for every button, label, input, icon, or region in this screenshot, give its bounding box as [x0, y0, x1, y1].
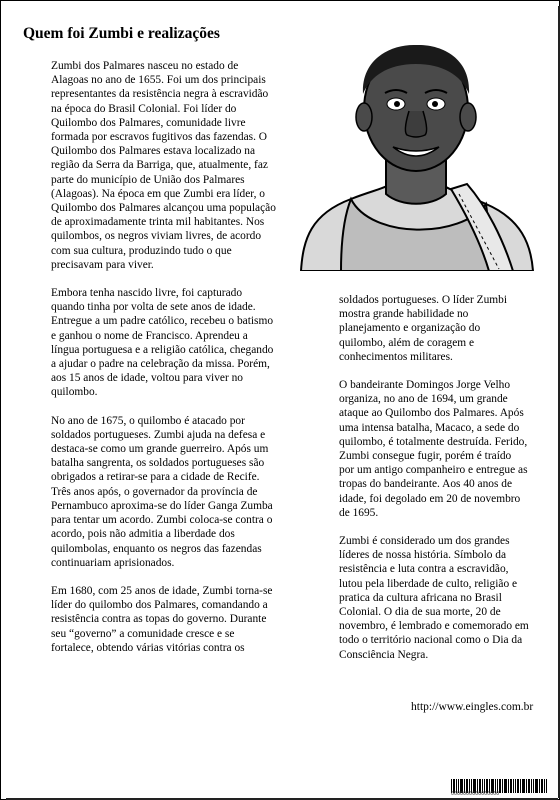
paragraph: Em 1680, com 25 anos de idade, Zumbi torna-se líder do quilombo dos Palmares, comandando a resistência contra as topas do governo. Durante seu “governo” a comunidade cresce e se fortalece, obtendo várias vitórias contra os	[51, 584, 273, 654]
right-text-column	[339, 293, 529, 676]
paragraph: Zumbi é considerado um dos grandes líderes de nossa história. Símbolo da resistência e luta contra a escravidão, lutou pela liberdade de culto, religião e pratica da cultura africana no Brasil Colonial. O dia de sua morte, 20 de novembro, é lembrado e comemorado em todo o território nacional como o Dia da Consciência Negra.	[339, 535, 529, 661]
paragraph: O bandeirante Domingos Jorge Velho organiza, no ano de 1694, um grande ataque ao Quilombo dos Palmares. Após uma intensa batalha, Macaco, a sede do quilombo, é totalmente destruída. Ferido, Zumbi consegue fugir, porém é traído por um antigo companheiro e entregue as tropas do bandeirante. Aos 40 anos de idade, foi degolado em 20 de novembro de 1695.	[339, 379, 528, 519]
left-text-column	[51, 59, 276, 669]
source-url: http://www.eingles.com.br	[411, 701, 534, 713]
paragraph: Zumbi dos Palmares nasceu no estado de Alagoas no ano de 1655. Foi um dos principais representantes da resistência negra à escravidão na época do Brasil Colonial. Foi líder do Quilombo dos Palmares, comunidade livre formada por escravos fugitivos das fazendas. O Quilombo dos Palmares estava localizado na região da Serra da Barriga, que, atualmente, faz parte do município de União dos Palmares (Alagoas). Na época em que Zumbi era líder, o Quilombo dos Palmares alcançou uma população de aproximadamente trinta mil habitantes. Nos quilombos, os negros viviam livres, de acordo com sua cultura, produzindo tudo o que precisavam para viver.	[51, 60, 276, 271]
page-title: Quem foi Zumbi e realizações	[23, 25, 220, 42]
zumbi-portrait-illustration	[291, 39, 539, 271]
paragraph: soldados portugueses. O líder Zumbi mostra grande habilidade no planejamento e organização do quilombo, além de coragem e conhecimentos militares.	[339, 294, 507, 363]
paragraph: No ano de 1675, o quilombo é atacado por soldados portugueses. Zumbi ajuda na defesa e destaca-se como um grande guerreiro. Após um batalha sangrenta, os soldados portugueses são obrigados a retirar-se para a cidade de Recife. Três anos após, o governador da província de Pernambuco aproxima-se do líder Ganga Zumba para tentar um acordo. Zumbi coloca-se contra o acordo, pois não admitia a liberdade dos quilombolas, enquanto os negros das fazendas continuariam aprisionados.	[51, 414, 273, 569]
barcode-number: 0000000000000000	[451, 791, 500, 797]
paragraph: Embora tenha nascido livre, foi capturado quando tinha por volta de sete anos de idade. Entregue a um padre católico, recebeu o batismo e ganhou o nome de Francisco. Aprendeu a língua portuguesa e a religião católica, chegando a ajudar o padre na celebração da missa. Porém, aos 15 anos de idade, voltou para viver no quilombo.	[51, 287, 274, 399]
